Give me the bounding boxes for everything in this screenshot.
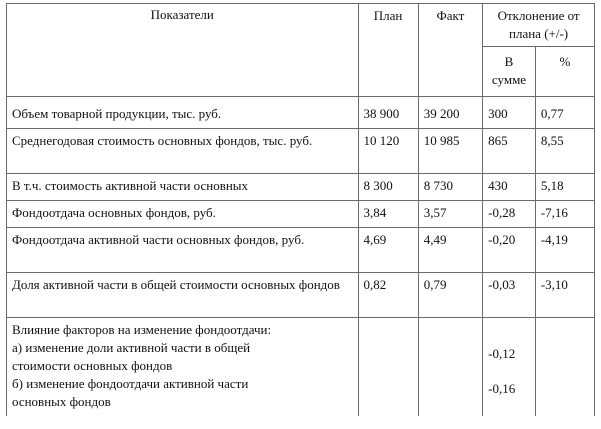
factors-pct (535, 318, 594, 417)
header-indicator: Показатели (7, 4, 359, 97)
factors-row (7, 318, 595, 417)
row-fact: 3,57 (418, 201, 482, 228)
factors-sum (483, 318, 536, 417)
factor-b-line-2: основных фондов (12, 394, 111, 409)
spacer (488, 321, 530, 339)
row-fact: 39 200 (418, 97, 482, 129)
row-pct: 0,77 (535, 97, 594, 129)
header-deviation: Отклонение от плана (+/-) (483, 4, 595, 47)
row-pct: -4,19 (535, 228, 594, 273)
header-plan: План (358, 4, 418, 97)
row-sum: -0,20 (483, 228, 536, 273)
factors-description (7, 318, 359, 417)
table-row (7, 174, 595, 201)
table-row (7, 97, 595, 129)
row-pct: -7,16 (535, 201, 594, 228)
row-plan: 8 300 (358, 174, 418, 201)
row-sum: -0,03 (483, 273, 536, 318)
row-fact: 0,79 (418, 273, 482, 318)
row-sum: 300 (483, 97, 536, 129)
row-name: Объем товарной продукции, тыс. руб. (7, 97, 359, 129)
factor-b-value: -0,16 (488, 381, 516, 396)
table-row (7, 129, 595, 174)
row-name: Доля активной части в общей стоимости основных фондов (7, 273, 359, 318)
factors-title: Влияние факторов на изменение фондоотдачи: (12, 322, 272, 337)
factors-plan (358, 318, 418, 417)
header-deviation-sum: В сумме (483, 47, 536, 97)
row-name: В т.ч. стоимость активной части основных (7, 174, 359, 201)
factor-a-line-1: а) изменение доли активной части в общей (12, 340, 251, 355)
row-plan: 10 120 (358, 129, 418, 174)
factor-a-value: -0,12 (488, 346, 516, 361)
row-sum: 865 (483, 129, 536, 174)
table-row (7, 273, 595, 318)
row-pct: 5,18 (535, 174, 594, 201)
fixed-assets-table (6, 3, 595, 416)
row-pct: -3,10 (535, 273, 594, 318)
row-plan: 4,69 (358, 228, 418, 273)
factor-b-line-1: б) изменение фондоотдачи активной части (12, 376, 249, 391)
row-sum: 430 (483, 174, 536, 201)
factors-fact (418, 318, 482, 417)
row-name: Фондоотдача активной части основных фондов, руб. (7, 228, 359, 273)
row-fact: 4,49 (418, 228, 482, 273)
row-sum: -0,28 (483, 201, 536, 228)
row-name: Среднегодовая стоимость основных фондов, тыс. руб. (7, 129, 359, 174)
table-row (7, 201, 595, 228)
row-name: Фондоотдача основных фондов, руб. (7, 201, 359, 228)
row-fact: 8 730 (418, 174, 482, 201)
factor-a-line-2: стоимости основных фондов (12, 358, 173, 373)
row-plan: 3,84 (358, 201, 418, 228)
header-fact: Факт (418, 4, 482, 97)
row-pct: 8,55 (535, 129, 594, 174)
row-plan: 38 900 (358, 97, 418, 129)
row-fact: 10 985 (418, 129, 482, 174)
row-plan: 0,82 (358, 273, 418, 318)
table-row (7, 228, 595, 273)
header-deviation-pct: % (535, 47, 594, 97)
